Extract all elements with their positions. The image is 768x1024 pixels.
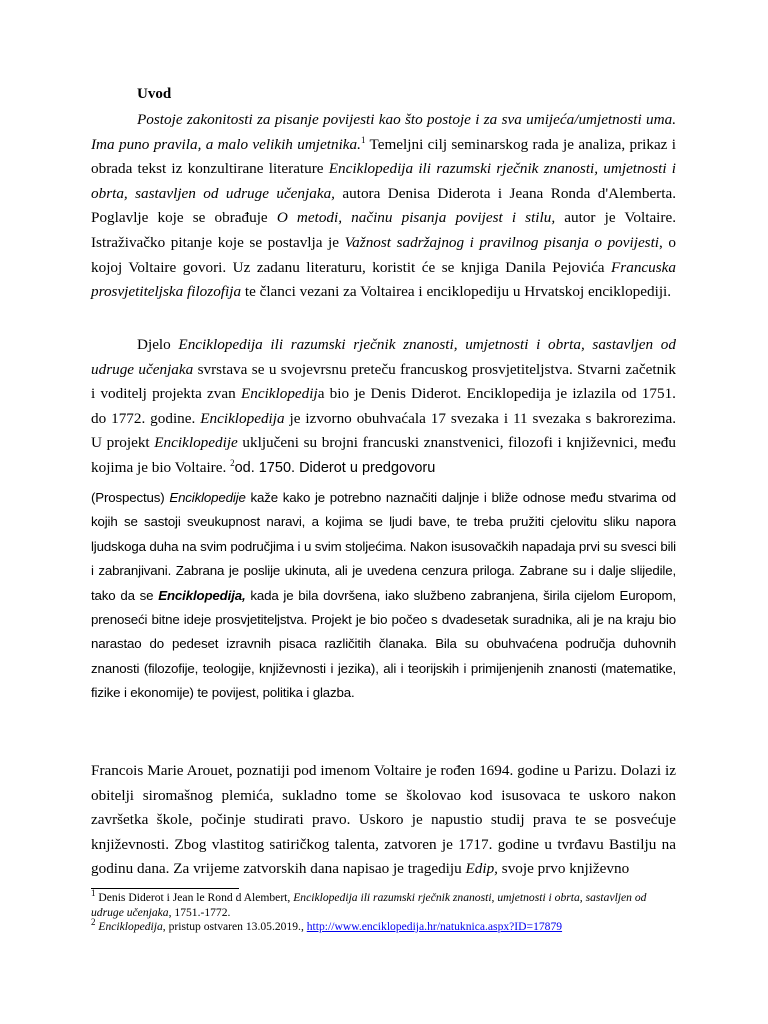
footnote-2: $^2$ Enciklopedija, pristup ostvaren 13.05.2019., http://www.enciklopedija.hr/natuknica.aspx?ID=17879	[91, 917, 563, 933]
paragraph-prospectus: (Prospectus) Enciklopedije kaže kako je potrebno naznačiti daljnje i bliže odnose među stvarima od kojih se sastoji sveukupnost naravi, a kojima se ljudi bave, te treba pružiti cjelovitu sliku napora ljudskoga duha na svim područjima i u svim stoljećima. Nakon isusovačkih napadaja prvi su svesci bili i zabranjivani. Zabrana je poslije ukinuta, ali je uvedena cenzura priloga. Zabrane su i dalje slijedile, tako da se Enciklopedija, kada je bila dovršena, iako službeno zabranjena, širila cijelom Europom, prenoseći bitne ideje prosvjetiteljstva. Projekt je bio počeo s dvadesetak suradnika, ali je na kraju bio narastao do pedeset izravnih pisaca različitih članaka. Bila su obuhvaćena područja duhovnih znanosti (filozofije, teologije, književnosti i jezika), ali i teorijskih i primijenjenih znanosti (matematike, fizike i ekonomije) te povijest, politika i glazba.	[91, 490, 676, 701]
paragraph-encyclopedia: Djelo Enciklopedija ili razumski rječnik znanosti, umjetnosti i obrta, sastavljen od udruge učenjaka svrstava se u svojevrsnu preteču francuskog prosvjetiteljstva. Stvarni začetnik i voditelj projekta zvan Enciklopedija bio je Denis Diderot. Enciklopedija je izlazila od 1751. do 1772. godine. Enciklopedija je izvorno obuhvaćala 17 svezaka i 11 svezaka s bakrorezima. U projekt Enciklopedije uključeni su brojni francuski znanstvenici, filozofi i književnici, među kojima je bio Voltaire. $^2$od. 1750. Diderot u predgovoru	[91, 336, 676, 476]
footnotes	[91, 888, 676, 935]
footnote-1: $^1$ Denis Diderot i Jean le Rond d Alembert, Enciklopedija ili razumski rječnik znanosti, umjetnosti i obrta, sastavljen od udruge učenjaka, 1751.-1772.	[91, 888, 647, 919]
footnote-divider	[91, 888, 239, 889]
footnote-ref-1[interactable]: 1	[360, 134, 366, 145]
paragraph-intro: Postoje zakonitosti za pisanje povijesti kao što postoje i za sva umijeća/umjetnosti uma. Ima puno pravila, a malo velikih umjetnika.$^1$ Temeljni cilj seminarskog rada je analiza, prikaz i obrada tekst iz konzultirane literature Enciklopedija ili razumski rječnik znanosti, umjetnosti i obrta, sastavljen od udruge učenjaka, autora Denisa Diderota i Jeana Ronda d'Alemberta. Poglavlje koje se obrađuje O metodi, načinu pisanja povijest i stilu, autor je Voltaire. Istraživačko pitanje koje se postavlja je Važnost sadržajnog i pravilnog pisanja o povijesti, o kojoj Voltaire govori. Uz zadanu literaturu, koristit će se knjiga Danila Pejovića Francuska prosvjetiteljska filozofija te članci vezani za Voltairea i enciklopediju u Hrvatskoj enciklopediji.	[91, 111, 677, 301]
paragraph-voltaire: Francois Marie Arouet, poznatiji pod imenom Voltaire je rođen 1694. godine u Parizu. Dolazi iz obitelji siromašnog plemića, sukladno tome se školovao kod isusovaca te uskoro nakon završetka škole, počinje studirati pravo. Uskoro je napustio studij prava te se posvećuje književnosti. Zbog vlastitog satiričkog talenta, zatvoren je 1717. godine u tvrđavu Bastilju na godinu dana. Za vrijeme zatvorskih dana napisao je tragediju Edip, svoje prvo književno	[91, 762, 676, 878]
footnote-link[interactable]: http://www.enciklopedija.hr/natuknica.aspx?ID=17879	[306, 920, 563, 933]
section-heading: Uvod	[137, 86, 172, 102]
footnote-ref-2[interactable]: 2	[230, 457, 235, 468]
